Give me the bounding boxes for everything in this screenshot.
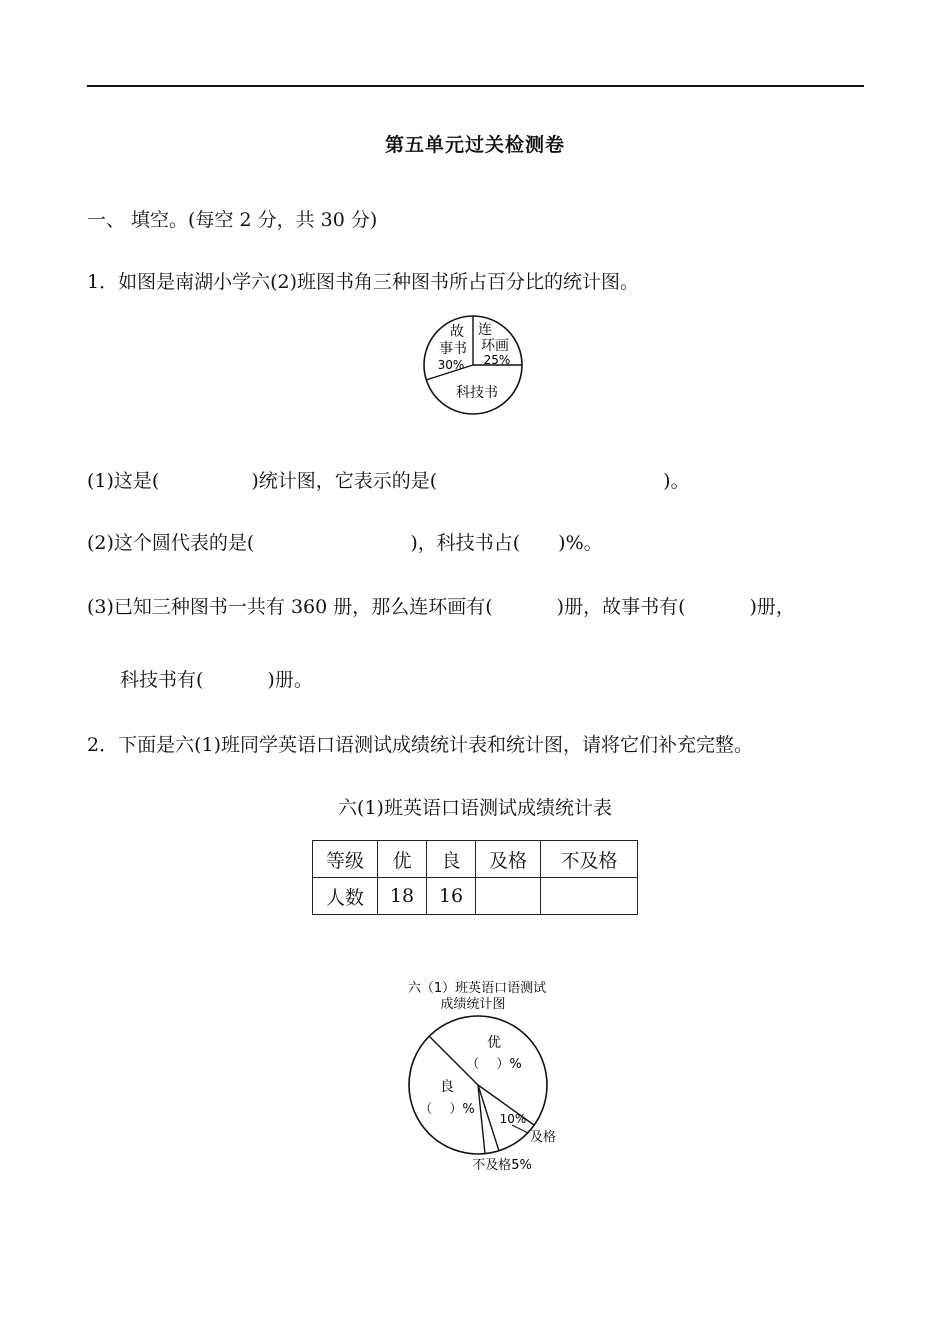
good-label: 良 <box>440 1079 454 1095</box>
section-heading: 一、 填空。(每空 2 分，共 30 分) <box>87 209 378 231</box>
table-cell: 及格 <box>476 841 541 878</box>
chart-title-line1: 六（1）班英语口语测试 <box>407 981 547 996</box>
top-rule <box>87 85 864 87</box>
good-pct: （ ）% <box>419 1102 475 1117</box>
comic-label-line2: 环画 <box>481 338 509 354</box>
pass-label: 及格 <box>530 1130 557 1145</box>
story-label-line1: 故 <box>450 324 464 340</box>
q1-1-part-a: (1)这是( <box>87 470 160 492</box>
question-1-prompt: 1．如图是南湖小学六(2)班图书角三种图书所占百分比的统计图。 <box>87 271 640 293</box>
pass-pct: 10% <box>499 1112 527 1126</box>
science-label: 科技书 <box>456 385 498 401</box>
table-cell: 良 <box>427 841 476 878</box>
score-pie-chart <box>380 975 580 1185</box>
fail-label: 不及格5% <box>472 1158 532 1173</box>
q1-2-part-a: (2)这个圆代表的是( <box>87 532 255 554</box>
story-pct: 30% <box>437 358 465 372</box>
question-1-2 <box>87 528 603 555</box>
story-label-line2: 事书 <box>439 341 467 357</box>
pass-leader-line <box>512 1125 528 1133</box>
q1-1-part-b: )统计图，它表示的是( <box>251 470 438 492</box>
q1-3-part-b: )册，故事书有( <box>556 596 686 618</box>
table-cell-blank[interactable] <box>541 878 638 915</box>
q1-1-part-c: )。 <box>663 470 690 492</box>
question-1-1 <box>87 466 690 493</box>
question-1-3-cont <box>120 665 313 692</box>
score-table <box>312 840 638 915</box>
question-1-3 <box>87 592 795 619</box>
excellent-pct: （ ）% <box>466 1057 522 1072</box>
comic-label-line1: 连 <box>478 322 492 338</box>
question-2-prompt: 2．下面是六(1)班同学英语口语测试成绩统计表和统计图，请将它们补充完整。 <box>87 734 754 756</box>
table-cell: 人数 <box>313 878 378 915</box>
table-cell: 18 <box>378 878 427 915</box>
q1-3-part-e: )册。 <box>267 669 313 691</box>
book-pie-chart <box>415 312 535 422</box>
table-cell-blank[interactable] <box>476 878 541 915</box>
q1-3-part-a: (3)已知三种图书一共有 360 册，那么连环画有( <box>87 596 493 618</box>
q1-3-part-d: 科技书有( <box>120 669 204 691</box>
q1-3-part-c: )册， <box>749 596 795 618</box>
table-row <box>313 878 638 915</box>
table-cell: 16 <box>427 878 476 915</box>
comic-pct: 25% <box>483 353 511 367</box>
excellent-label: 优 <box>487 1035 501 1051</box>
q1-2-part-b: )，科技书占( <box>410 532 521 554</box>
chart-title-line2: 成绩统计图 <box>440 997 506 1012</box>
table-cell: 等级 <box>313 841 378 878</box>
table-header-row <box>313 841 638 878</box>
table-cell: 优 <box>378 841 427 878</box>
q1-2-part-c: )%。 <box>558 532 603 554</box>
table-cell: 不及格 <box>541 841 638 878</box>
table-title: 六(1)班英语口语测试成绩统计表 <box>338 797 612 819</box>
page-title: 第五单元过关检测卷 <box>384 134 565 156</box>
